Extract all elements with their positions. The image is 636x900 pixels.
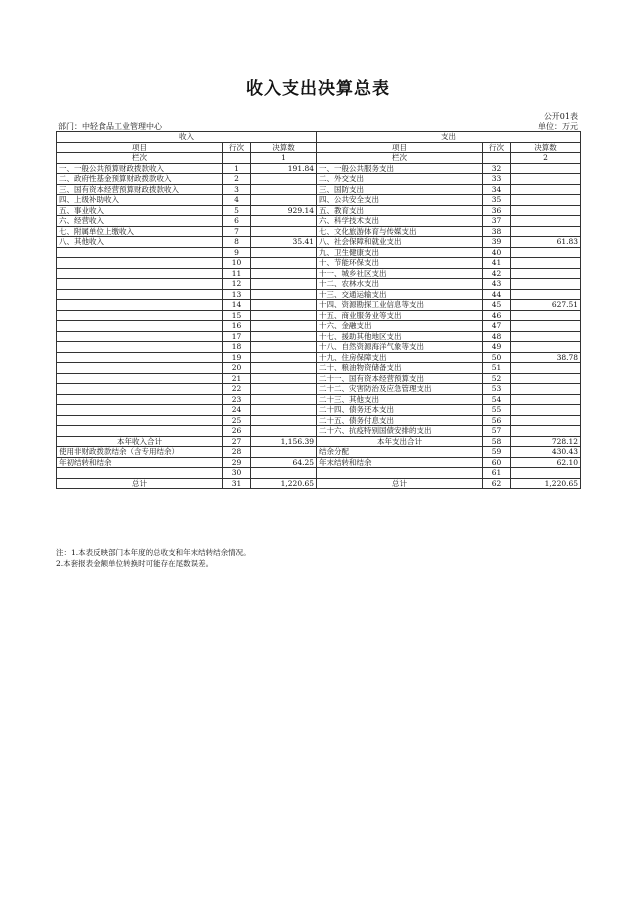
expense-row-number: 41 xyxy=(483,258,511,269)
income-amount xyxy=(251,226,317,237)
income-row-number: 17 xyxy=(223,331,251,342)
table-row xyxy=(57,321,581,332)
income-row-number: 2 xyxy=(223,174,251,185)
table-row xyxy=(57,363,581,374)
column-header-row xyxy=(57,142,581,153)
expense-amount xyxy=(511,426,581,437)
expense-row-number: 45 xyxy=(483,300,511,311)
income-item xyxy=(57,310,223,321)
income-item: 三、国有资本经营预算财政拨款收入 xyxy=(57,184,223,195)
year-income-total-value: 1,156.39 xyxy=(251,436,317,447)
expense-row-number: 43 xyxy=(483,279,511,290)
income-amount xyxy=(251,363,317,374)
column-label-row xyxy=(57,153,581,164)
empty-cell xyxy=(223,153,251,164)
expense-row-number: 34 xyxy=(483,184,511,195)
expense-item xyxy=(317,468,483,479)
budget-table xyxy=(56,131,581,489)
expense-amount xyxy=(511,247,581,258)
year-expense-total-label: 本年支出合计 xyxy=(317,436,483,447)
income-item xyxy=(57,468,223,479)
income-amount xyxy=(251,300,317,311)
expense-amount xyxy=(511,310,581,321)
expense-amount xyxy=(511,321,581,332)
expense-amount xyxy=(511,258,581,269)
expense-item: 三、国防支出 xyxy=(317,184,483,195)
page-title: 收入支出决算总表 xyxy=(246,79,390,99)
expense-amount: 430.43 xyxy=(511,447,581,458)
table-row xyxy=(57,331,581,342)
income-row-number: 14 xyxy=(223,300,251,311)
income-amount xyxy=(251,447,317,458)
income-item: 四、上级补助收入 xyxy=(57,195,223,206)
table-row xyxy=(57,226,581,237)
expense-item: 二十五、债务付息支出 xyxy=(317,415,483,426)
income-amount xyxy=(251,310,317,321)
year-expense-total-value: 728.12 xyxy=(511,436,581,447)
income-amount: 64.25 xyxy=(251,457,317,468)
income-amount-header: 决算数 xyxy=(251,142,317,153)
income-row-number: 18 xyxy=(223,342,251,353)
income-amount xyxy=(251,321,317,332)
expense-item: 十六、金融支出 xyxy=(317,321,483,332)
income-amount xyxy=(251,289,317,300)
income-column-number: 1 xyxy=(251,153,317,164)
expense-item: 二十一、国有资本经营预算支出 xyxy=(317,373,483,384)
income-row-number: 7 xyxy=(223,226,251,237)
expense-row-number: 49 xyxy=(483,342,511,353)
year-total-row xyxy=(57,436,581,447)
income-row-number: 25 xyxy=(223,415,251,426)
income-amount xyxy=(251,373,317,384)
income-amount xyxy=(251,216,317,227)
income-item xyxy=(57,321,223,332)
table-row xyxy=(57,342,581,353)
income-item xyxy=(57,268,223,279)
expense-item: 十五、商业服务业等支出 xyxy=(317,310,483,321)
footnote-1: 注：1.本表反映部门本年度的总收支和年末结转结余情况。 xyxy=(56,548,251,557)
expense-amount xyxy=(511,468,581,479)
income-item xyxy=(57,352,223,363)
table-row xyxy=(57,268,581,279)
expense-amount xyxy=(511,363,581,374)
expense-item: 十、节能环保支出 xyxy=(317,258,483,269)
unit-label: 单位：万元 xyxy=(538,122,578,131)
income-amount: 191.84 xyxy=(251,163,317,174)
expense-amount xyxy=(511,405,581,416)
income-row-number: 1 xyxy=(223,163,251,174)
income-row-number: 15 xyxy=(223,310,251,321)
expense-item: 四、公共安全支出 xyxy=(317,195,483,206)
income-row-number: 12 xyxy=(223,279,251,290)
income-amount xyxy=(251,268,317,279)
table-row xyxy=(57,195,581,206)
expense-item: 十七、援助其他地区支出 xyxy=(317,331,483,342)
table-row xyxy=(57,205,581,216)
income-amount xyxy=(251,352,317,363)
income-amount xyxy=(251,394,317,405)
income-row-number: 29 xyxy=(223,457,251,468)
table-row xyxy=(57,184,581,195)
grand-total-row xyxy=(57,478,581,489)
table-row xyxy=(57,415,581,426)
income-item xyxy=(57,300,223,311)
table-row xyxy=(57,457,581,468)
table-row xyxy=(57,258,581,269)
income-item: 年初结转和结余 xyxy=(57,457,223,468)
expense-item-header: 项目 xyxy=(317,142,483,153)
year-income-total-label: 本年收入合计 xyxy=(57,436,223,447)
income-section-header: 收入 xyxy=(57,132,317,143)
income-item: 二、政府性基金预算财政拨款收入 xyxy=(57,174,223,185)
table-row xyxy=(57,300,581,311)
expense-item: 二、外交支出 xyxy=(317,174,483,185)
table-row xyxy=(57,174,581,185)
expense-item: 二十二、灾害防治及应急管理支出 xyxy=(317,384,483,395)
expense-amount: 627.51 xyxy=(511,300,581,311)
expense-row-number: 40 xyxy=(483,247,511,258)
income-row-number: 10 xyxy=(223,258,251,269)
expense-item: 十一、城乡社区支出 xyxy=(317,268,483,279)
expense-row-number: 57 xyxy=(483,426,511,437)
form-code: 公开01表 xyxy=(543,112,578,121)
income-amount xyxy=(251,384,317,395)
table-row xyxy=(57,405,581,416)
income-row-number: 11 xyxy=(223,268,251,279)
income-item: 一、一般公共预算财政拨款收入 xyxy=(57,163,223,174)
income-item: 七、附属单位上缴收入 xyxy=(57,226,223,237)
income-row-number: 21 xyxy=(223,373,251,384)
expense-amount xyxy=(511,384,581,395)
table-row xyxy=(57,310,581,321)
table-row xyxy=(57,447,581,458)
expense-rowno-header: 行次 xyxy=(483,142,511,153)
expense-row-number: 56 xyxy=(483,415,511,426)
table-row xyxy=(57,426,581,437)
expense-amount: 62.10 xyxy=(511,457,581,468)
expense-row-number: 35 xyxy=(483,195,511,206)
expense-amount xyxy=(511,205,581,216)
income-item xyxy=(57,394,223,405)
expense-row-number: 33 xyxy=(483,174,511,185)
income-grand-total-value: 1,220.65 xyxy=(251,478,317,489)
table-row xyxy=(57,247,581,258)
expense-amount xyxy=(511,216,581,227)
expense-row-number: 59 xyxy=(483,447,511,458)
expense-item: 二十、粮油物资储备支出 xyxy=(317,363,483,374)
expense-row-number: 55 xyxy=(483,405,511,416)
income-item: 使用非财政拨款结余（含专用结余） xyxy=(57,447,223,458)
expense-amount xyxy=(511,289,581,300)
expense-row-number: 38 xyxy=(483,226,511,237)
income-item-header: 项目 xyxy=(57,142,223,153)
expense-row-number: 47 xyxy=(483,321,511,332)
income-grand-total-label: 总计 xyxy=(57,478,223,489)
expense-amount xyxy=(511,184,581,195)
income-row-number: 28 xyxy=(223,447,251,458)
table-row xyxy=(57,394,581,405)
income-amount: 929.14 xyxy=(251,205,317,216)
expense-row-number: 48 xyxy=(483,331,511,342)
income-row-number: 3 xyxy=(223,184,251,195)
expense-amount xyxy=(511,415,581,426)
income-item: 五、事业收入 xyxy=(57,205,223,216)
income-column-label: 栏次 xyxy=(57,153,223,164)
expense-column-label: 栏次 xyxy=(317,153,483,164)
income-item xyxy=(57,258,223,269)
year-income-total-rowno: 27 xyxy=(223,436,251,447)
income-item xyxy=(57,415,223,426)
income-row-number: 30 xyxy=(223,468,251,479)
expense-amount xyxy=(511,195,581,206)
income-row-number: 16 xyxy=(223,321,251,332)
expense-item: 七、文化旅游体育与传媒支出 xyxy=(317,226,483,237)
expense-amount: 61.83 xyxy=(511,237,581,248)
income-row-number: 19 xyxy=(223,352,251,363)
income-row-number: 24 xyxy=(223,405,251,416)
footnotes xyxy=(56,547,251,569)
expense-row-number: 60 xyxy=(483,457,511,468)
income-item xyxy=(57,426,223,437)
income-rowno-header: 行次 xyxy=(223,142,251,153)
income-amount: 35.41 xyxy=(251,237,317,248)
expense-amount xyxy=(511,394,581,405)
expense-amount: 38.78 xyxy=(511,352,581,363)
income-grand-total-rowno: 31 xyxy=(223,478,251,489)
income-item xyxy=(57,331,223,342)
expense-item: 十四、资源勘探工业信息等支出 xyxy=(317,300,483,311)
table-row xyxy=(57,237,581,248)
expense-item: 五、教育支出 xyxy=(317,205,483,216)
income-row-number: 4 xyxy=(223,195,251,206)
income-amount xyxy=(251,426,317,437)
table-row xyxy=(57,289,581,300)
expense-row-number: 44 xyxy=(483,289,511,300)
income-row-number: 8 xyxy=(223,237,251,248)
expense-amount xyxy=(511,174,581,185)
income-row-number: 26 xyxy=(223,426,251,437)
expense-amount xyxy=(511,163,581,174)
year-expense-total-rowno: 58 xyxy=(483,436,511,447)
expense-item: 十九、住房保障支出 xyxy=(317,352,483,363)
income-item xyxy=(57,279,223,290)
expense-item: 六、科学技术支出 xyxy=(317,216,483,227)
department-label: 部门：中轻食品工业管理中心 xyxy=(58,122,162,131)
income-item xyxy=(57,384,223,395)
income-amount xyxy=(251,184,317,195)
expense-row-number: 42 xyxy=(483,268,511,279)
expense-item: 二十三、其他支出 xyxy=(317,394,483,405)
income-row-number: 5 xyxy=(223,205,251,216)
income-amount xyxy=(251,279,317,290)
expense-row-number: 54 xyxy=(483,394,511,405)
income-amount xyxy=(251,258,317,269)
income-item xyxy=(57,289,223,300)
expense-item: 年末结转和结余 xyxy=(317,457,483,468)
expense-item: 十三、交通运输支出 xyxy=(317,289,483,300)
table-row xyxy=(57,384,581,395)
income-row-number: 22 xyxy=(223,384,251,395)
expense-section-header: 支出 xyxy=(317,132,581,143)
income-amount xyxy=(251,174,317,185)
income-amount xyxy=(251,195,317,206)
income-item: 八、其他收入 xyxy=(57,237,223,248)
footnote-2: 2.本套报表金额单位转换时可能存在尾数误差。 xyxy=(56,559,214,568)
expense-row-number: 50 xyxy=(483,352,511,363)
income-amount xyxy=(251,415,317,426)
expense-row-number: 39 xyxy=(483,237,511,248)
expense-row-number: 46 xyxy=(483,310,511,321)
income-amount xyxy=(251,331,317,342)
table-row xyxy=(57,279,581,290)
income-item xyxy=(57,342,223,353)
expense-grand-total-value: 1,220.65 xyxy=(511,478,581,489)
income-row-number: 20 xyxy=(223,363,251,374)
expense-amount xyxy=(511,342,581,353)
section-header-row xyxy=(57,132,581,143)
income-amount xyxy=(251,405,317,416)
expense-item: 九、卫生健康支出 xyxy=(317,247,483,258)
income-amount xyxy=(251,247,317,258)
expense-amount xyxy=(511,226,581,237)
expense-row-number: 53 xyxy=(483,384,511,395)
expense-row-number: 32 xyxy=(483,163,511,174)
income-item: 六、经营收入 xyxy=(57,216,223,227)
income-row-number: 9 xyxy=(223,247,251,258)
table-row xyxy=(57,163,581,174)
expense-row-number: 52 xyxy=(483,373,511,384)
expense-amount xyxy=(511,331,581,342)
expense-item: 二十六、抗疫特别国债安排的支出 xyxy=(317,426,483,437)
table-row xyxy=(57,352,581,363)
expense-item: 二十四、债务还本支出 xyxy=(317,405,483,416)
expense-grand-total-rowno: 62 xyxy=(483,478,511,489)
expense-amount-header: 决算数 xyxy=(511,142,581,153)
income-item xyxy=(57,363,223,374)
table-row xyxy=(57,216,581,227)
expense-item: 十八、自然资源海洋气象等支出 xyxy=(317,342,483,353)
income-row-number: 6 xyxy=(223,216,251,227)
income-row-number: 13 xyxy=(223,289,251,300)
income-amount xyxy=(251,342,317,353)
expense-row-number: 36 xyxy=(483,205,511,216)
income-amount xyxy=(251,468,317,479)
expense-row-number: 61 xyxy=(483,468,511,479)
expense-item: 结余分配 xyxy=(317,447,483,458)
income-row-number: 23 xyxy=(223,394,251,405)
expense-row-number: 37 xyxy=(483,216,511,227)
empty-cell xyxy=(483,153,511,164)
expense-item: 八、社会保障和就业支出 xyxy=(317,237,483,248)
expense-grand-total-label: 总计 xyxy=(317,478,483,489)
expense-item: 十二、农林水支出 xyxy=(317,279,483,290)
expense-amount xyxy=(511,279,581,290)
expense-amount xyxy=(511,373,581,384)
expense-amount xyxy=(511,268,581,279)
income-item xyxy=(57,373,223,384)
table-row xyxy=(57,468,581,479)
expense-item: 一、一般公共服务支出 xyxy=(317,163,483,174)
expense-column-number: 2 xyxy=(511,153,581,164)
expense-row-number: 51 xyxy=(483,363,511,374)
income-item xyxy=(57,247,223,258)
table-row xyxy=(57,373,581,384)
income-item xyxy=(57,405,223,416)
